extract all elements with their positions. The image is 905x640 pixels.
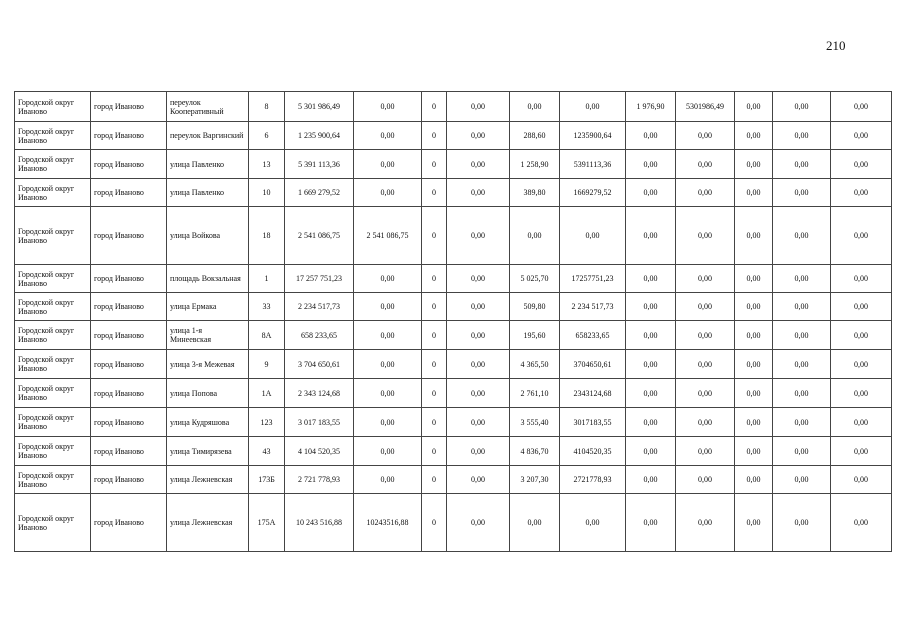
table-row <box>15 122 892 150</box>
table-cell: 0,00 <box>447 379 510 408</box>
table-cell: 1А <box>249 379 285 408</box>
table-cell: 5 025,70 <box>510 265 560 293</box>
table-cell: 0,00 <box>354 321 422 350</box>
table-cell: 3 207,30 <box>510 466 560 494</box>
table-cell: 2 343 124,68 <box>285 379 354 408</box>
table-cell: 0,00 <box>676 408 735 437</box>
table-cell: 0 <box>422 466 447 494</box>
table-cell: 0,00 <box>676 150 735 179</box>
table-cell: 0,00 <box>447 150 510 179</box>
table-row <box>15 437 892 466</box>
table-cell: 0,00 <box>626 350 676 379</box>
table-row <box>15 408 892 437</box>
table-cell: 0 <box>422 265 447 293</box>
table-cell: 0,00 <box>510 494 560 552</box>
table-cell: 0,00 <box>735 494 773 552</box>
table-cell: 4104520,35 <box>560 437 626 466</box>
table-cell: 0,00 <box>626 408 676 437</box>
table-cell: 0,00 <box>773 179 831 207</box>
table-cell: 389,80 <box>510 179 560 207</box>
table-cell: 0,00 <box>831 207 892 265</box>
table-row <box>15 293 892 321</box>
table-cell: 0,00 <box>773 122 831 150</box>
table-cell: 0,00 <box>560 92 626 122</box>
table-row <box>15 350 892 379</box>
table-cell: 0,00 <box>447 321 510 350</box>
table-cell: 0,00 <box>676 350 735 379</box>
table-cell: 3 704 650,61 <box>285 350 354 379</box>
table-cell: 0 <box>422 122 447 150</box>
table-cell: 0,00 <box>773 293 831 321</box>
table-body <box>15 92 892 552</box>
table-row <box>15 92 892 122</box>
table-cell: 1 669 279,52 <box>285 179 354 207</box>
table-cell: 5 301 986,49 <box>285 92 354 122</box>
table-cell: 0 <box>422 150 447 179</box>
table-cell: 123 <box>249 408 285 437</box>
table-cell: 0,00 <box>447 494 510 552</box>
table-row <box>15 379 892 408</box>
data-table <box>14 91 892 552</box>
table-cell: 0 <box>422 350 447 379</box>
table-cell: город Иваново <box>91 350 167 379</box>
table-cell: город Иваново <box>91 265 167 293</box>
table-cell: 658 233,65 <box>285 321 354 350</box>
table-cell: улица Павленко <box>167 150 249 179</box>
table-cell: 3 017 183,55 <box>285 408 354 437</box>
page-number: 210 <box>826 38 846 53</box>
table-cell: Городской округ Иваново <box>15 408 91 437</box>
table-cell: 6 <box>249 122 285 150</box>
table-cell: 0,00 <box>447 122 510 150</box>
table-cell: 2 761,10 <box>510 379 560 408</box>
table-cell: Городской округ Иваново <box>15 122 91 150</box>
table-cell: улица Войкова <box>167 207 249 265</box>
table-cell: 0,00 <box>773 207 831 265</box>
table-cell: 0,00 <box>447 437 510 466</box>
table-cell: 0,00 <box>676 179 735 207</box>
table-cell: 10 243 516,88 <box>285 494 354 552</box>
table-cell: 0,00 <box>831 494 892 552</box>
table-row <box>15 150 892 179</box>
table-cell: 0,00 <box>676 494 735 552</box>
table-cell: улица Тимирязева <box>167 437 249 466</box>
table-cell: переулок Варгинский <box>167 122 249 150</box>
table-cell: 3 555,40 <box>510 408 560 437</box>
table-cell: Городской округ Иваново <box>15 494 91 552</box>
table-cell: 0,00 <box>831 408 892 437</box>
table-cell: улица Лежневская <box>167 466 249 494</box>
table-cell: 2 234 517,73 <box>560 293 626 321</box>
table-cell: 0,00 <box>447 408 510 437</box>
table-cell: 509,80 <box>510 293 560 321</box>
table-cell: 0,00 <box>354 179 422 207</box>
table-cell: 3704650,61 <box>560 350 626 379</box>
table-cell: 2 721 778,93 <box>285 466 354 494</box>
table-cell: 0,00 <box>773 92 831 122</box>
table-cell: 0,00 <box>626 179 676 207</box>
table-cell: 0,00 <box>626 207 676 265</box>
table-cell: город Иваново <box>91 179 167 207</box>
table-cell: 0,00 <box>735 265 773 293</box>
table-cell: 8А <box>249 321 285 350</box>
table-cell: 0,00 <box>354 437 422 466</box>
table-cell: 1 235 900,64 <box>285 122 354 150</box>
table-cell: 173Б <box>249 466 285 494</box>
table-cell: Городской округ Иваново <box>15 379 91 408</box>
table-cell: 0,00 <box>626 265 676 293</box>
table-cell: 2 234 517,73 <box>285 293 354 321</box>
table-cell: 4 104 520,35 <box>285 437 354 466</box>
table-cell: 0 <box>422 408 447 437</box>
table-cell: площадь Вокзальная <box>167 265 249 293</box>
table-cell: 4 365,50 <box>510 350 560 379</box>
table-cell: 8 <box>249 92 285 122</box>
table-cell: улица Павленко <box>167 179 249 207</box>
table-cell: 0,00 <box>676 265 735 293</box>
table-cell: 0,00 <box>773 150 831 179</box>
table-cell: 0,00 <box>510 92 560 122</box>
table-cell: Городской округ Иваново <box>15 466 91 494</box>
table-cell: 0,00 <box>831 466 892 494</box>
table-cell: 0,00 <box>354 466 422 494</box>
table-cell: 0,00 <box>354 150 422 179</box>
table-cell: 1 <box>249 265 285 293</box>
table-cell: 0,00 <box>560 494 626 552</box>
table-cell: улица Попова <box>167 379 249 408</box>
table-row <box>15 179 892 207</box>
table-cell: 0,00 <box>831 265 892 293</box>
table-cell: 0 <box>422 437 447 466</box>
table-cell: Городской округ Иваново <box>15 179 91 207</box>
table-cell: город Иваново <box>91 379 167 408</box>
table-cell: улица Кудряшова <box>167 408 249 437</box>
table-cell: 9 <box>249 350 285 379</box>
table-cell: 17 257 751,23 <box>285 265 354 293</box>
table-cell: 0,00 <box>447 265 510 293</box>
table-cell: 0,00 <box>354 408 422 437</box>
table-cell: Городской округ Иваново <box>15 350 91 379</box>
table-cell: 0,00 <box>735 466 773 494</box>
table-cell: 0,00 <box>735 92 773 122</box>
table-cell: 0,00 <box>831 150 892 179</box>
table-cell: 0,00 <box>447 350 510 379</box>
table-cell: 0,00 <box>626 150 676 179</box>
table-cell: 0,00 <box>354 265 422 293</box>
table-cell: 0,00 <box>354 92 422 122</box>
table-cell: 0,00 <box>735 321 773 350</box>
table-cell: 0,00 <box>831 293 892 321</box>
table-cell: 2 541 086,75 <box>354 207 422 265</box>
table-cell: город Иваново <box>91 321 167 350</box>
table-cell: 10243516,88 <box>354 494 422 552</box>
table-cell: 1 976,90 <box>626 92 676 122</box>
table-cell: 0,00 <box>354 122 422 150</box>
table-row <box>15 494 892 552</box>
table-cell: 0,00 <box>831 122 892 150</box>
table-cell: город Иваново <box>91 92 167 122</box>
table-cell: 1235900,64 <box>560 122 626 150</box>
table-cell: 18 <box>249 207 285 265</box>
table-cell: 0,00 <box>735 179 773 207</box>
table-cell: 1 258,90 <box>510 150 560 179</box>
table-cell: 13 <box>249 150 285 179</box>
table-cell: город Иваново <box>91 207 167 265</box>
table-cell: 0 <box>422 494 447 552</box>
table-cell: 0,00 <box>735 207 773 265</box>
table-cell: 0,00 <box>831 437 892 466</box>
table-cell: 0,00 <box>447 179 510 207</box>
table-cell: 0 <box>422 293 447 321</box>
table-cell: 0,00 <box>626 293 676 321</box>
table-cell: Городской округ Иваново <box>15 207 91 265</box>
table-cell: город Иваново <box>91 494 167 552</box>
table-cell: 5 391 113,36 <box>285 150 354 179</box>
table-cell: 175А <box>249 494 285 552</box>
table-cell: 0,00 <box>773 494 831 552</box>
table-cell: 0,00 <box>676 122 735 150</box>
table-cell: 0,00 <box>626 494 676 552</box>
table-cell: 0,00 <box>560 207 626 265</box>
table-cell: 0,00 <box>831 379 892 408</box>
table-cell: 0,00 <box>447 92 510 122</box>
table-cell: 0,00 <box>773 265 831 293</box>
table-cell: 0 <box>422 179 447 207</box>
table-cell: 0,00 <box>354 350 422 379</box>
table-cell: 0,00 <box>831 321 892 350</box>
table-cell: 195,60 <box>510 321 560 350</box>
table-cell: 0,00 <box>773 437 831 466</box>
table-cell: 0,00 <box>773 466 831 494</box>
table-cell: 0 <box>422 321 447 350</box>
table-cell: 0,00 <box>626 437 676 466</box>
table-cell: 0,00 <box>735 293 773 321</box>
table-cell: 0,00 <box>831 179 892 207</box>
table-cell: Городской округ Иваново <box>15 293 91 321</box>
table-row <box>15 321 892 350</box>
table-cell: 0,00 <box>676 321 735 350</box>
table-cell: Городской округ Иваново <box>15 265 91 293</box>
table-cell: 0,00 <box>735 379 773 408</box>
table-row <box>15 466 892 494</box>
table-cell: переулок Кооперативный <box>167 92 249 122</box>
table-cell: 0,00 <box>626 379 676 408</box>
table-cell: улица 3-я Межевая <box>167 350 249 379</box>
table-cell: 0,00 <box>735 350 773 379</box>
table-cell: 0,00 <box>735 408 773 437</box>
table-cell: 17257751,23 <box>560 265 626 293</box>
table-cell: 0,00 <box>735 150 773 179</box>
table-cell: 0,00 <box>354 293 422 321</box>
table-cell: 0,00 <box>626 321 676 350</box>
table-cell: 0,00 <box>831 92 892 122</box>
table-row <box>15 265 892 293</box>
table-cell: Городской округ Иваново <box>15 150 91 179</box>
table-cell: 0,00 <box>676 466 735 494</box>
table-cell: 10 <box>249 179 285 207</box>
table-cell: 0,00 <box>447 293 510 321</box>
table-cell: 2721778,93 <box>560 466 626 494</box>
table-row <box>15 207 892 265</box>
table-cell: улица Ермака <box>167 293 249 321</box>
table-cell: 0,00 <box>735 122 773 150</box>
table-cell: город Иваново <box>91 466 167 494</box>
table-cell: 0,00 <box>773 379 831 408</box>
table-cell: 2 541 086,75 <box>285 207 354 265</box>
table-cell: 658233,65 <box>560 321 626 350</box>
table-cell: 1669279,52 <box>560 179 626 207</box>
table-cell: Городской округ Иваново <box>15 92 91 122</box>
table-cell: 2343124,68 <box>560 379 626 408</box>
table-cell: Городской округ Иваново <box>15 321 91 350</box>
table-cell: 0 <box>422 207 447 265</box>
table-cell: 0,00 <box>676 379 735 408</box>
table-cell: 0 <box>422 92 447 122</box>
table-cell: город Иваново <box>91 408 167 437</box>
table-cell: 0,00 <box>676 293 735 321</box>
table-cell: 0,00 <box>676 437 735 466</box>
table-cell: 0 <box>422 379 447 408</box>
table-cell: 0,00 <box>354 379 422 408</box>
table-cell: город Иваново <box>91 122 167 150</box>
table-cell: улица 1-я Минеевская <box>167 321 249 350</box>
table-cell: 0,00 <box>626 122 676 150</box>
table-cell: город Иваново <box>91 150 167 179</box>
table-cell: 33 <box>249 293 285 321</box>
table-cell: Городской округ Иваново <box>15 437 91 466</box>
table-cell: 0,00 <box>447 466 510 494</box>
table-cell: улица Лежневская <box>167 494 249 552</box>
table-cell: 0,00 <box>773 350 831 379</box>
table-cell: 0,00 <box>773 321 831 350</box>
table-cell: 3017183,55 <box>560 408 626 437</box>
table-cell: 288,60 <box>510 122 560 150</box>
table-cell: 0,00 <box>510 207 560 265</box>
table-cell: 4 836,70 <box>510 437 560 466</box>
table-cell: 0,00 <box>626 466 676 494</box>
table-cell: 0,00 <box>773 408 831 437</box>
table-cell: 43 <box>249 437 285 466</box>
table-cell: 0,00 <box>447 207 510 265</box>
table-cell: 0,00 <box>676 207 735 265</box>
table-cell: город Иваново <box>91 437 167 466</box>
table-cell: 0,00 <box>735 437 773 466</box>
table-cell: город Иваново <box>91 293 167 321</box>
table-cell: 5391113,36 <box>560 150 626 179</box>
table-cell: 0,00 <box>831 350 892 379</box>
table-cell: 5301986,49 <box>676 92 735 122</box>
